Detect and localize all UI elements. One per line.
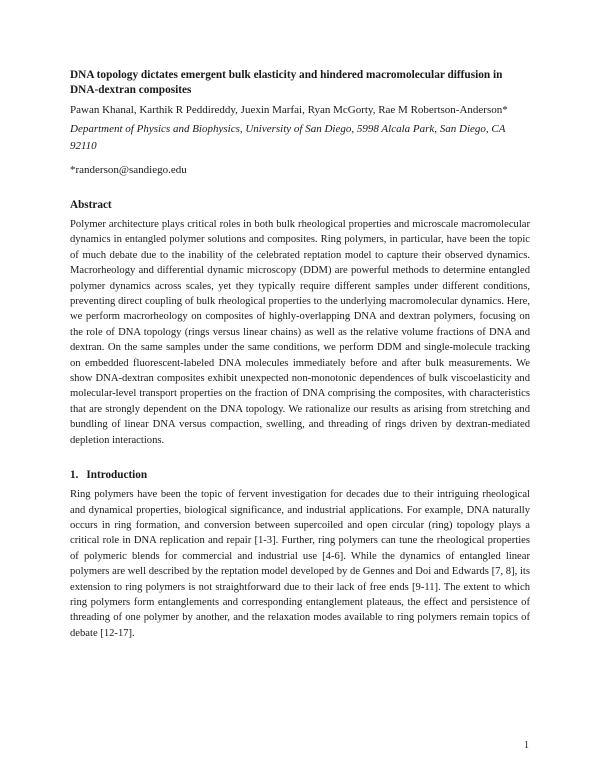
paper-title: DNA topology dictates emergent bulk elasticity and hindered macromolecular diffusion in DNA-dextran composites xyxy=(70,69,503,96)
author-list: Pawan Khanal, Karthik R Peddireddy, Juexin Marfai, Ryan McGorty, Rae M Robertson-Anderson* xyxy=(70,104,508,116)
introduction-text: Ring polymers have been the topic of fervent investigation for decades due to their intriguing rheological and dynamical properties, biological significance, and industrial applications. For example, DNA naturally occurs in ring formation, and conversion between supercoiled and open circular (ring) topology plays a critical role in DNA replication and repair [1-3]. Further, ring polymers can tune the rheological properties of polymeric blends for commercial and industrial use [4-6]. While the dynamics of entangled linear polymers are well described by the reptation model developed by de Gennes and Doi and Edwards [7, 8], its extension to ring polymers is not straightforward due to their lack of free ends [9-11]. The extent to which ring polymers form entanglements and corresponding entanglement plateaus, the effect and persistence of threading of one polymer by another, and the relaxation modes available to ring polymers remain topics of debate [12-17]. xyxy=(70,489,530,639)
abstract-text: Polymer architecture plays critical roles in both bulk rheological properties and microscale macromolecular dynamics in entangled polymer solutions and composites. Ring polymers, in particular, have been the topic of much debate due to the inability of the celebrated reptation model to capture their observed dynamics. Macrorheology and differential dynamic microscopy (DDM) are powerful methods to determine entangled polymer dynamics across scales, yet they typically require different samples under different conditions, preventing direct coupling of bulk rheological properties to the underlying macromolecular dynamics. Here, we perform macrorheology on composites of highly-overlapping DNA and dextran polymers, focusing on the role of DNA topology (rings versus linear chains) as well as the relative volume fractions of DNA and dextran. On the same samples under the same conditions, we perform DDM and single-molecule tracking on embedded fluorescent-labeled DNA molecules immediately before and after bulk measurements. We show DNA-dextran composites exhibit unexpected non-monotonic dependences of bulk viscoelasticity and molecular-level transport properties on the fraction of DNA comprising the composites, with characteristics that are strongly dependent on the DNA topology. We rationalize our results as arising from stretching and bundling of linear DNA versus compaction, swelling, and threading of rings driven by dextran-mediated depletion interactions. xyxy=(70,219,530,446)
abstract-heading: Abstract xyxy=(70,199,112,211)
corresponding-email: *randerson@sandiego.edu xyxy=(70,164,187,176)
section-number: 1. xyxy=(70,469,79,482)
section-title: Introduction xyxy=(86,469,148,482)
affiliation: Department of Physics and Biophysics, University of San Diego, 5998 Alcala Park, San Diego, CA 92110 xyxy=(70,123,506,152)
page-number: 1 xyxy=(524,740,529,751)
introduction-heading xyxy=(70,468,530,483)
